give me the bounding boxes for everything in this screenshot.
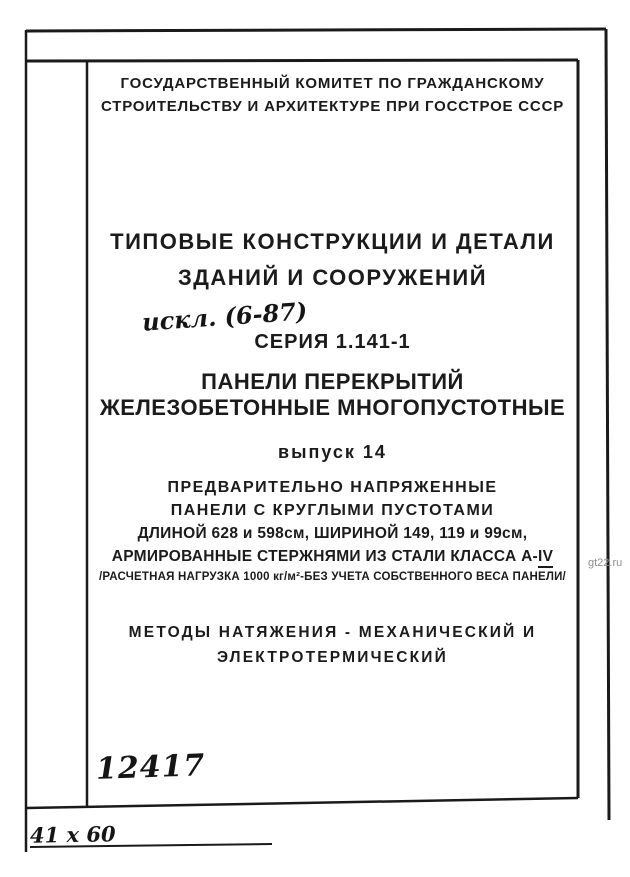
series-number: СЕРИЯ 1.141-1 <box>254 331 411 353</box>
methods-line2: ЭЛЕКТРОТЕРМИЧЕСКИЙ <box>217 649 448 666</box>
handwritten-exclusion-note: искл. (6-87) <box>141 296 309 337</box>
handwritten-size-note: 41 х 60 <box>29 821 116 848</box>
issue-number: выпуск 14 <box>278 442 387 462</box>
load-note: /РАСЧЕТНАЯ НАГРУЗКА 1000 кг/м²-БЕЗ УЧЕТА СОБСТВЕННОГО ВЕСА ПАНЕЛИ/ <box>99 571 566 583</box>
steel-class-roman: IV <box>538 548 553 568</box>
subject-title-line1: ПАНЕЛИ ПЕРЕКРЫТИЙ <box>201 369 464 394</box>
spec-description <box>87 476 578 522</box>
main-title <box>87 224 578 296</box>
subject-title-line2: ЖЕЛЕЗОБЕТОННЫЕ МНОГОПУСТОТНЫЕ <box>99 395 566 420</box>
scan-watermark: gt22.ru <box>588 557 623 569</box>
spec-line1: ПРЕДВАРИТЕЛЬНО НАПРЯЖЕННЫЕ <box>167 479 498 496</box>
dimensions-line: ДЛИНОЙ 628 и 598см, ШИРИНОЙ 149, 119 и 99см, <box>137 525 528 542</box>
org-name <box>87 72 578 118</box>
handwritten-inventory-number: 12417 <box>95 748 206 787</box>
methods-line1: МЕТОДЫ НАТЯЖЕНИЯ - МЕХАНИЧЕСКИЙ И <box>128 624 537 641</box>
reinforcement-text: АРМИРОВАННЫЕ СТЕРЖНЯМИ ИЗ СТАЛИ КЛАССА А- <box>111 548 539 565</box>
main-title-line2: ЗДАНИЙ И СООРУЖЕНИЙ <box>177 265 488 290</box>
spec-line2: ПАНЕЛИ С КРУГЛЫМИ ПУСТОТАМИ <box>170 502 495 519</box>
methods-line <box>87 620 578 670</box>
main-title-line1: ТИПОВЫЕ КОНСТРУКЦИИ И ДЕТАЛИ <box>110 229 555 254</box>
org-name-line1: ГОСУДАРСТВЕННЫЙ КОМИТЕТ ПО ГРАЖДАНСКОМУ <box>120 75 545 92</box>
subject-title <box>87 369 578 421</box>
reinforcement-line <box>87 548 578 566</box>
org-name-line2: СТРОИТЕЛЬСТВУ И АРХИТЕКТУРЕ ПРИ ГОССТРОЕ СССР <box>100 98 565 115</box>
